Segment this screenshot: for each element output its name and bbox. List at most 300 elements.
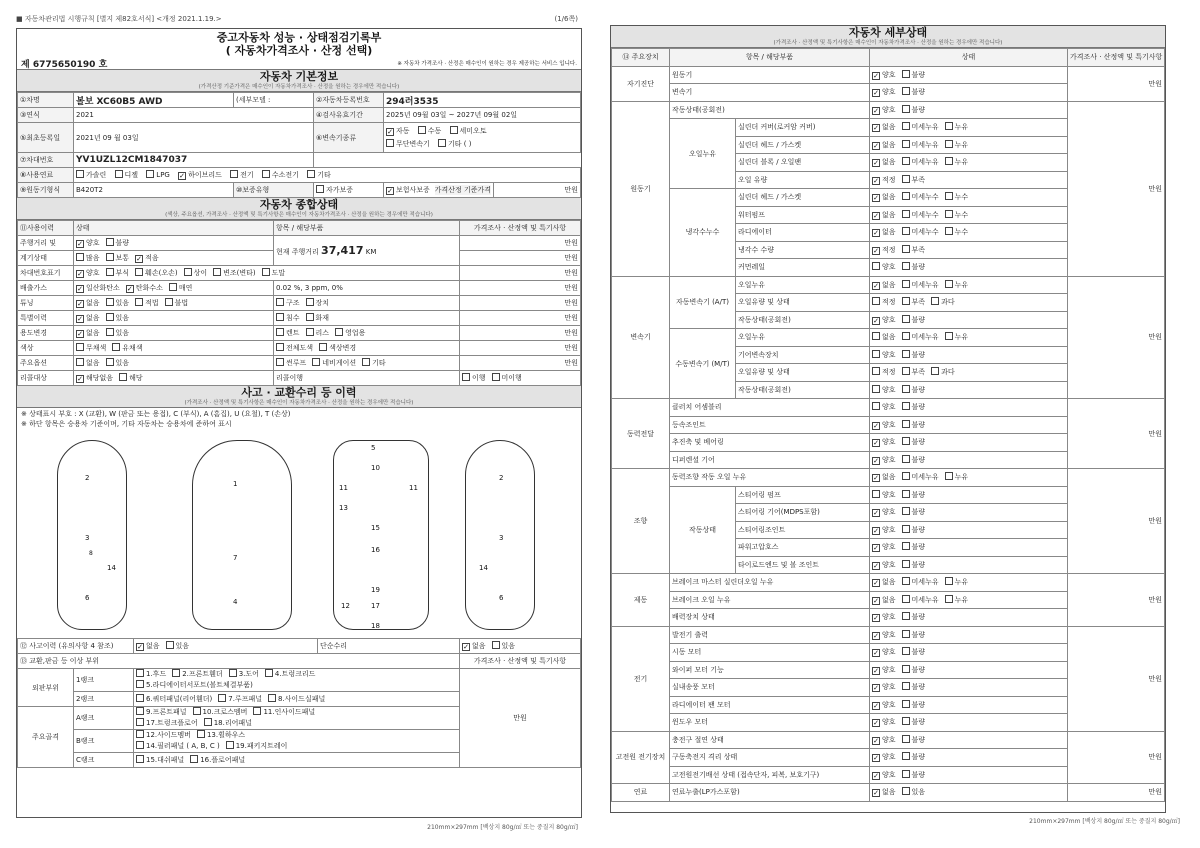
rank-a: A랭크	[74, 707, 134, 730]
detail-item: 오일누유	[736, 276, 870, 294]
checkbox-icon	[931, 297, 939, 305]
part-11-right: 11	[409, 484, 418, 492]
checkbox-checked-icon: ✓	[873, 141, 879, 150]
detail-item: 파워고압호스	[736, 539, 870, 557]
legend-block	[17, 408, 581, 430]
year: 2021	[74, 108, 314, 123]
basic-info-sub: (가격산정 기준가격은 매수인이 자동차가격조사 · 산정을 원하는 경우에만 적습니다)	[198, 84, 400, 90]
checkbox-checked-icon: ✓	[873, 211, 879, 220]
right-footer: 210mm×297mm [백상지 80g/㎡ 또는 중질지 80g/㎡]	[1029, 818, 1180, 825]
checkbox-icon	[902, 665, 910, 673]
checkbox-icon	[262, 170, 270, 178]
car-name-label: ①차명	[18, 93, 74, 108]
detail-item: 동력조향 작동 오일 누유	[670, 469, 870, 487]
detail-status: ✓ 양호 불량	[870, 714, 1068, 732]
odometer-cell: 현재 주행거리 37,417 KM	[274, 236, 460, 266]
detail-status: 양호 불량	[870, 259, 1068, 277]
checkbox-checked-icon: ✓	[873, 684, 879, 693]
checkbox-checked-icon: ✓	[77, 240, 83, 248]
checkbox-icon	[902, 157, 910, 165]
checkbox-icon	[450, 126, 458, 134]
odometer-value: 37,417	[321, 244, 364, 257]
checkbox-checked-icon: ✓	[873, 561, 879, 570]
checkbox-checked-icon: ✓	[136, 255, 142, 263]
detail-item: 실린더 블록 / 오일팬	[736, 154, 870, 172]
checkbox-icon	[902, 612, 910, 620]
checkbox-checked-icon: ✓	[387, 127, 393, 136]
detail-status: ✓ 양호 불량	[870, 609, 1068, 627]
summary-head-history: ⑪사용이력	[18, 221, 74, 236]
right-frame	[610, 25, 1166, 813]
checkbox-icon	[945, 122, 953, 130]
summary-title: 자동차 종합상태	[259, 198, 339, 211]
checkbox-icon	[902, 472, 910, 480]
part-16: 16	[371, 546, 380, 554]
detail-status: ✓ 없음 미세누수 누수	[870, 189, 1068, 207]
detail-status: ✓ 양호 불량	[870, 101, 1068, 119]
checkbox-icon	[872, 490, 880, 498]
checkbox-icon	[902, 70, 910, 78]
detail-head-cell: ⑭ 주요장치	[612, 49, 670, 67]
checkbox-checked-icon: ✓	[77, 300, 83, 308]
checkbox-icon	[902, 700, 910, 708]
section-price: 만원	[1068, 469, 1165, 574]
part-3-right: 3	[499, 534, 504, 542]
checkbox-icon	[418, 126, 426, 134]
rank-2: 2랭크	[74, 692, 134, 707]
checkbox-icon	[902, 630, 910, 638]
checkbox-icon	[945, 192, 953, 200]
detail-item: 디퍼렌셜 기어	[670, 451, 870, 469]
checkbox-icon	[902, 507, 910, 515]
detail-status: ✓ 양호 불량	[870, 66, 1068, 84]
detail-row	[612, 731, 1165, 749]
checkbox-checked-icon: ✓	[873, 771, 879, 780]
tuning-label: 튜닝	[18, 296, 74, 311]
detail-item: 시동 모터	[670, 644, 870, 662]
checkbox-checked-icon: ✓	[873, 789, 879, 798]
right-page	[600, 0, 1200, 848]
detail-row	[612, 66, 1165, 84]
subgroup-label: 수동변속기 (M/T)	[670, 329, 736, 399]
part-6-right: 6	[499, 594, 504, 602]
detail-item: 배력장치 상태	[670, 609, 870, 627]
detail-item: 오일누유	[736, 329, 870, 347]
section-price: 만원	[1068, 399, 1165, 469]
detail-item: 등속조인트	[670, 416, 870, 434]
detail-row	[612, 626, 1165, 644]
checkbox-checked-icon: ✓	[873, 246, 879, 255]
checkbox-checked-icon: ✓	[873, 89, 879, 98]
detail-item: 윈도우 모터	[670, 714, 870, 732]
checkbox-checked-icon: ✓	[873, 719, 879, 728]
subgroup-label: 자동변속기 (A/T)	[670, 276, 736, 329]
section-label: 자기진단	[612, 66, 670, 101]
accident-table: ⑫ 사고이력 (유의사항 4 참조) ✓ 없음 있음 단순수리 ✓ 없음 있음 ⑬ 교환,판금 등 이상 부위 가격조사 · 산정액 및 특기사항 외판부위 1랭크 1.후드 2.프론트휀더 3.도어 4.트렁크리드 5.라디에이터서포트(볼트체결부품) 만원 2랭크 6.쿼터패널(리어휀더) 7.루프패널 8.사이드실패널 주요골격 A랭크 9.프론트패널 10.크로스멤버 11.인사이드패널 17.트렁크플로어 18.리어패널 B랭크 12.사이드멤버 13.휠하우스 14.필러패널 ( A, B, C ) 19.패키지트레이 C랭크 15.대쉬패널 16.플로어패널	[17, 638, 581, 768]
legend-note: ※ 하단 항목은 승용차 기준이며, 기타 자동차는 승용차에 준하여 표시	[21, 420, 232, 428]
warranty-options: 자가보증	[314, 183, 384, 198]
fuel-options: 가솔린 디젤 LPG ✓ 하이브리드 전기 수소전기 기타	[74, 168, 581, 183]
checkbox-icon	[76, 253, 84, 261]
part-14: 14	[107, 564, 116, 572]
checkbox-icon	[945, 140, 953, 148]
accident-sub: (가격조사 · 산정액 및 특기사항은 매수인이 자동차가격조사 · 산정을 원하는 경우에만 적습니다)	[184, 400, 414, 406]
checkbox-checked-icon: ✓	[387, 187, 393, 195]
part-13: 13	[339, 504, 348, 512]
checkbox-icon	[902, 647, 910, 655]
checkbox-checked-icon: ✓	[77, 285, 83, 293]
part-7: 7	[233, 554, 238, 562]
summary-titlebar	[17, 198, 581, 220]
detail-status: ✓ 양호 불량	[870, 556, 1068, 574]
left-frame	[16, 28, 582, 818]
detail-status: ✓ 양호 불량	[870, 416, 1068, 434]
checkbox-checked-icon: ✓	[873, 579, 879, 588]
sub-model: (세부모델 :	[234, 93, 314, 108]
main-title: 중고자동차 성능 · 상태점검기록부	[216, 31, 382, 44]
checkbox-icon	[902, 595, 910, 603]
detail-item: 실린더 커버(로커암 커버)	[736, 119, 870, 137]
detail-status: 양호 불량	[870, 381, 1068, 399]
section-label: 제동	[612, 574, 670, 627]
checkbox-checked-icon: ✓	[873, 281, 879, 290]
doc-number-row	[17, 57, 581, 69]
checkbox-icon	[230, 170, 238, 178]
checkbox-checked-icon: ✓	[873, 544, 879, 553]
rank-b: B랭크	[74, 730, 134, 753]
section-label: 동력전달	[612, 399, 670, 469]
part-17: 17	[371, 602, 380, 610]
checkbox-checked-icon: ✓	[126, 285, 133, 293]
reg-no-label: ②자동차등록번호	[314, 93, 384, 108]
exchange-price: 만원	[460, 669, 581, 768]
detail-item: 발전기 출력	[670, 626, 870, 644]
checkbox-icon	[872, 350, 880, 358]
detail-status: ✓ 양호 불량	[870, 661, 1068, 679]
engine-label: ⑨원동기형식	[18, 183, 74, 198]
legend-symbols: ※ 상태표시 부호 : X (교환), W (판금 또는 용접), C (부식), A (흠집), U (요철), T (손상)	[21, 410, 291, 418]
detail-item: 타이로드엔드 및 볼 조인트	[736, 556, 870, 574]
part-6: 6	[85, 594, 90, 602]
detail-row	[612, 784, 1165, 802]
part-14-right: 14	[479, 564, 488, 572]
checkbox-icon	[902, 770, 910, 778]
checkbox-checked-icon: ✓	[873, 596, 879, 605]
basic-info-title: 자동차 기본정보	[259, 70, 339, 83]
detail-head-cell: 항목 / 해당부품	[670, 49, 870, 67]
trans-options: ✓ 자동 수동 세미오토 무단변속기 기타 ( )	[384, 123, 581, 153]
detail-status: ✓ 없음 미세누수 누수	[870, 224, 1068, 242]
checkbox-icon	[106, 253, 114, 261]
checkbox-icon	[902, 437, 910, 445]
checkbox-icon	[945, 472, 953, 480]
part-2-right: 2	[499, 474, 504, 482]
detail-status: ✓ 양호 불량	[870, 766, 1068, 784]
checkbox-icon	[106, 238, 114, 246]
checkbox-icon	[902, 367, 910, 375]
checkbox-checked-icon: ✓	[873, 106, 879, 115]
detail-status: ✓ 양호 불량	[870, 451, 1068, 469]
detail-item: 변속기	[670, 84, 870, 102]
checkbox-icon	[902, 560, 910, 568]
checkbox-icon	[872, 385, 880, 393]
part-15: 15	[371, 524, 380, 532]
part-19: 19	[371, 586, 380, 594]
left-header	[16, 14, 578, 24]
checkbox-icon	[945, 157, 953, 165]
rank-1: 1랭크	[74, 669, 134, 692]
detail-item: 스티어링 펌프	[736, 486, 870, 504]
detail-status: ✓ 양호 불량	[870, 311, 1068, 329]
first-reg: 2021년 09 월 03일	[74, 123, 314, 153]
detail-item: 냉각수 수량	[736, 241, 870, 259]
checkbox-icon	[902, 717, 910, 725]
emission-values: 0.02 %, 3 ppm, 0%	[274, 281, 460, 296]
checkbox-checked-icon: ✓	[873, 736, 879, 745]
detail-status: ✓ 없음 미세누수 누수	[870, 206, 1068, 224]
checkbox-icon	[902, 752, 910, 760]
detail-status: ✓ 양호 불량	[870, 679, 1068, 697]
part-3: 3	[85, 534, 90, 542]
checkbox-checked-icon: ✓	[873, 456, 879, 465]
part-5: 5	[371, 444, 376, 452]
subgroup-label: 작동상태	[670, 486, 736, 574]
detail-item: 실린더 헤드 / 가스켓	[736, 136, 870, 154]
checkbox-checked-icon: ✓	[873, 439, 879, 448]
accident-title: 사고 · 교환수리 등 이력	[241, 386, 357, 399]
checkbox-checked-icon: ✓	[873, 474, 879, 483]
detail-sub: (가격조사 · 산정액 및 특기사항은 매수인이 자동차가격조사 · 산정을 원하는 경우에만 적습니다)	[773, 40, 1003, 46]
detail-status: ✓ 없음 미세누유 누유	[870, 469, 1068, 487]
basic-info-titlebar	[17, 69, 581, 92]
detail-item: 작동상태(공회전)	[736, 311, 870, 329]
section-label: 전기	[612, 626, 670, 731]
detail-status: ✓ 적정 부족	[870, 241, 1068, 259]
vin-mark-label: 차대번호표기	[18, 266, 74, 281]
checkbox-icon	[902, 210, 910, 218]
part-11: 11	[339, 484, 348, 492]
section-price: 만원	[1068, 731, 1165, 784]
summary-head-price: 가격조사 · 산정액 및 특기사항	[460, 221, 581, 236]
car-left-side-outline	[57, 440, 127, 630]
detail-status: ✓ 양호 불량	[870, 521, 1068, 539]
checkbox-icon	[945, 210, 953, 218]
summary-head-status: 상태	[74, 221, 274, 236]
checkbox-icon	[872, 367, 880, 375]
part-4: 4	[233, 598, 238, 606]
left-footer: 210mm×297mm [백상지 80g/㎡ 또는 중질지 80g/㎡]	[427, 824, 578, 831]
section-label: 조향	[612, 469, 670, 574]
valid-period: 2025년 09월 03일 ~ 2027년 09월 02일	[384, 108, 581, 123]
detail-status: ✓ 양호 불량	[870, 696, 1068, 714]
detail-status: ✓ 없음 미세누유 누유	[870, 136, 1068, 154]
doc-number: 제 6775650190 호	[21, 59, 108, 70]
part-18: 18	[371, 622, 380, 630]
section-label: 변속기	[612, 276, 670, 399]
checkbox-icon	[902, 122, 910, 130]
checkbox-checked-icon: ✓	[463, 643, 469, 651]
checkbox-icon	[902, 175, 910, 183]
detail-item: 구동축전지 격리 상태	[670, 749, 870, 767]
detail-row	[612, 574, 1165, 592]
warranty-label: ⑩보증유형	[234, 183, 314, 198]
section-price: 만원	[1068, 784, 1165, 802]
section-price: 만원	[1068, 276, 1165, 399]
history-label: ⑫ 사고이력 (유의사항 4 참조)	[18, 639, 134, 654]
detail-status: 양호 불량	[870, 486, 1068, 504]
page-number: (1/6쪽)	[554, 15, 578, 23]
checkbox-icon	[945, 280, 953, 288]
simple-repair-label: 단순수리	[318, 639, 460, 654]
detail-status: ✓ 없음 미세누유 누유	[870, 119, 1068, 137]
checkbox-icon	[872, 402, 880, 410]
detail-item: 워터펌프	[736, 206, 870, 224]
usage-change-label: 용도변경	[18, 326, 74, 341]
trans-auto: ✓ 자동	[387, 126, 410, 136]
checkbox-checked-icon: ✓	[873, 194, 879, 203]
checkbox-icon	[872, 297, 880, 305]
checkbox-icon	[902, 245, 910, 253]
vin-label: ⑦차대번호	[18, 153, 74, 168]
section-label: 고전원 전기장치	[612, 731, 670, 784]
checkbox-checked-icon: ✓	[77, 270, 83, 278]
detail-head-cell: 가격조사 · 산정액 및 특기사항	[1068, 49, 1165, 67]
checkbox-icon	[902, 297, 910, 305]
first-reg-label: ⑤최초등록일	[18, 123, 74, 153]
detail-titlebar	[611, 26, 1165, 48]
checkbox-icon	[902, 385, 910, 393]
checkbox-checked-icon: ✓	[873, 229, 879, 238]
checkbox-checked-icon: ✓	[873, 526, 879, 535]
checkbox-icon	[902, 192, 910, 200]
part-1: 1	[233, 480, 238, 488]
detail-title: 자동차 세부상태	[848, 26, 928, 39]
basic-info-table	[17, 92, 581, 198]
checkbox-icon	[902, 682, 910, 690]
detail-row	[612, 399, 1165, 417]
color-label: 색상	[18, 341, 74, 356]
part-2: 2	[85, 474, 90, 482]
checkbox-checked-icon: ✓	[873, 614, 879, 623]
checkbox-icon	[872, 262, 880, 270]
detail-status: ✓ 없음 미세누유 누유	[870, 154, 1068, 172]
part-12: 12	[341, 602, 350, 610]
checkbox-icon	[902, 332, 910, 340]
detail-status: ✓ 없음 있음	[870, 784, 1068, 802]
main-title-block	[17, 29, 581, 57]
detail-row	[612, 101, 1165, 119]
checkbox-icon	[945, 227, 953, 235]
checkbox-icon	[902, 105, 910, 113]
detail-status: 양호 불량	[870, 399, 1068, 417]
price-label: 가격산정 기준가격	[434, 186, 491, 194]
car-top-outline	[192, 440, 292, 630]
checkbox-checked-icon: ✓	[873, 631, 879, 640]
checkbox-icon	[902, 350, 910, 358]
summary-table: ⑪사용이력 상태 항목 / 해당부품 가격조사 · 산정액 및 특기사항 주행거리 및 ✓ 양호 불량 현재 주행거리 37,417 KM 만원 계기상태 많음 보통 ✓ 적음 만원 차대번호표기 ✓ 양호 부식 훼손(오손) 상이 변조(변타) 도말 만원 배출가스 ✓ 일산화탄소 ✓ 탄화수소 매연 0.02 %, 3 ppm, 0% 만원 튜닝 ✓ 없음 있음 적법 불법 구조 장치 만원 특별이력 ✓ 없음 있음 침수 화재 만원 용도변경 ✓ 없음 있음 렌트 리스 영업용 만원 색상 무채색 유채색 전체도색 색상변경 만원 주요옵션 없음 있음 썬루프 네비게이션 기타 만원 리콜대상 ✓ 해당없음 해당 리콜이행 이행 미이행	[17, 220, 581, 386]
checkbox-icon	[902, 420, 910, 428]
checkbox-checked-icon: ✓	[873, 71, 879, 80]
checkbox-icon	[945, 577, 953, 585]
checkbox-checked-icon: ✓	[873, 421, 879, 430]
detail-status: ✓ 양호 불량	[870, 434, 1068, 452]
detail-status: 적정 부족 과다	[870, 364, 1068, 382]
engine-type: B420T2	[74, 183, 234, 198]
detail-item: 고전원전기배선 상태 (접속단자, 피복, 보호기구)	[670, 766, 870, 784]
checkbox-icon	[76, 170, 84, 178]
checkbox-icon	[945, 595, 953, 603]
odometer-label: 주행거리 및	[18, 236, 74, 251]
checkbox-icon	[307, 170, 315, 178]
frame-label: 주요골격	[18, 707, 74, 768]
detail-item: 작동상태(공회전)	[670, 101, 870, 119]
checkbox-icon	[902, 262, 910, 270]
checkbox-icon	[902, 280, 910, 288]
subgroup-label: 냉각수누수	[670, 189, 736, 277]
outer-panel-label: 외판부위	[18, 669, 74, 707]
detail-status: ✓ 없음 미세누유 누유	[870, 276, 1068, 294]
checkbox-checked-icon: ✓	[873, 666, 879, 675]
detail-item: 브레이크 마스터 실린더오일 누유	[670, 574, 870, 592]
checkbox-checked-icon: ✓	[873, 316, 879, 325]
recall-label: 리콜대상	[18, 371, 74, 386]
checkbox-icon	[902, 140, 910, 148]
form-reference: ■ 자동차관리법 시행규칙 [별지 제82호서식] <개정 2021.1.19.>	[16, 15, 222, 23]
detail-item: 클러치 어셈블리	[670, 399, 870, 417]
detail-item: 라디에이터	[736, 224, 870, 242]
detail-status: ✓ 양호 불량	[870, 749, 1068, 767]
section-price: 만원	[1068, 626, 1165, 731]
checkbox-icon	[945, 332, 953, 340]
detail-status: 양호 불량	[870, 346, 1068, 364]
detail-row	[612, 469, 1165, 487]
section-price: 만원	[1068, 101, 1165, 276]
trans-label: ⑥변속기종류	[314, 123, 384, 153]
detail-item: 충전구 절연 상태	[670, 731, 870, 749]
checkbox-checked-icon: ✓	[77, 375, 83, 383]
section-label: 연료	[612, 784, 670, 802]
checkbox-icon	[386, 139, 394, 147]
checkbox-icon	[902, 315, 910, 323]
checkbox-icon	[931, 367, 939, 375]
detail-status: ✓ 양호 불량	[870, 644, 1068, 662]
main-subtitle: ( 자동차가격조사 · 산정 선택)	[225, 44, 373, 57]
checkbox-icon	[146, 170, 154, 178]
checkbox-icon	[902, 455, 910, 463]
detail-status: ✓ 없음 미세누유 누유	[870, 574, 1068, 592]
section-price: 만원	[1068, 66, 1165, 101]
summary-sub: (색상, 주요옵션, 가격조사 · 산정액 및 특기사항은 매수인이 자동차가격조사 · 산정을 원하는 경우에만 적습니다)	[165, 212, 433, 218]
special-history-label: 특별이력	[18, 311, 74, 326]
part-10: 10	[371, 464, 380, 472]
checkbox-checked-icon: ✓	[873, 159, 879, 168]
detail-item: 스티어링 기어(MDPS포함)	[736, 504, 870, 522]
reg-no: 294러3535	[384, 93, 581, 108]
detail-row	[612, 276, 1165, 294]
warranty-option-2: ✓ 보험사보증 가격산정 기준가격	[384, 183, 494, 198]
valid-label: ④검사유효기간	[314, 108, 384, 123]
checkbox-checked-icon: ✓	[873, 754, 879, 763]
detail-item: 작동상태(공회전)	[736, 381, 870, 399]
checkbox-icon	[902, 577, 910, 585]
emission-label: 배출가스	[18, 281, 74, 296]
checkbox-checked-icon: ✓	[137, 643, 143, 651]
detail-status: 없음 미세누유 누유	[870, 329, 1068, 347]
checkbox-icon	[902, 525, 910, 533]
detail-item: 실내송풍 모터	[670, 679, 870, 697]
detail-item: 오일유량 및 상태	[736, 294, 870, 312]
fuel-label: ⑧사용연료	[18, 168, 74, 183]
